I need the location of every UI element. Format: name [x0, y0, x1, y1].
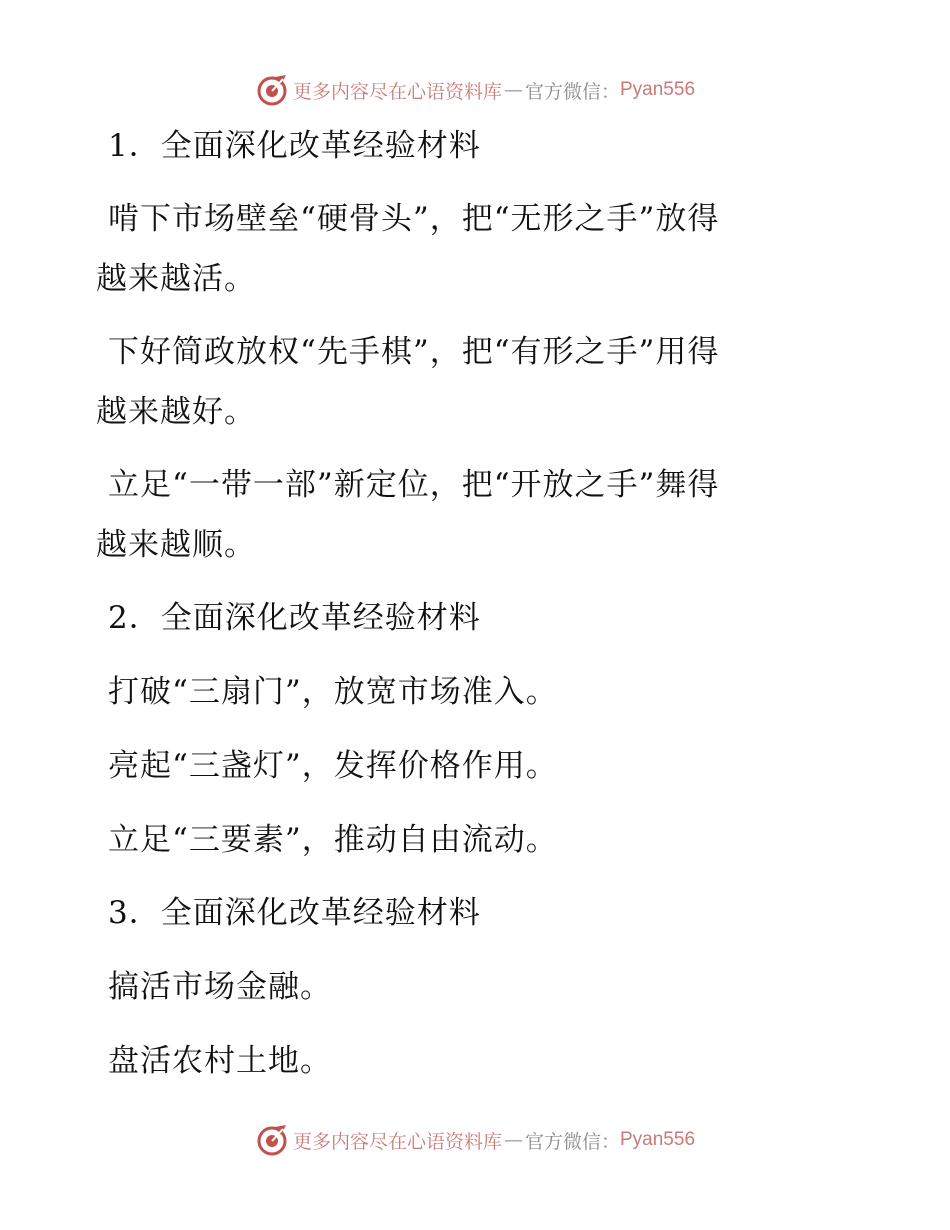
paragraph-2-line-1: 下好简政放权“先手棋”，把“有形之手”用得	[108, 334, 720, 370]
paragraph-6: 立足“三要素”，推动自由流动。	[108, 822, 558, 858]
section-heading-1: 1．全面深化改革经验材料	[108, 128, 481, 164]
paragraph-1-line-2: 越来越活。	[96, 261, 256, 297]
section-heading-2: 2．全面深化改革经验材料	[108, 600, 481, 636]
paragraph-1-line-1: 啃下市场壁垒“硬骨头”，把“无形之手”放得	[108, 201, 720, 237]
wechat-id: Pyan556	[620, 1129, 696, 1150]
paragraph-3-line-1: 立足“一带一部”新定位，把“开放之手”舞得	[108, 467, 720, 503]
paragraph-8: 盘活农村土地。	[108, 1043, 332, 1079]
footer-banner	[0, 1120, 950, 1160]
paragraph-5: 亮起“三盏灯”，发挥价格作用。	[108, 748, 558, 784]
promo-text: 更多内容尽在心语资料库	[292, 1130, 502, 1153]
wechat-id: Pyan556	[620, 79, 696, 100]
pen-logo-icon	[255, 1123, 289, 1157]
paragraph-3-line-2: 越来越顺。	[96, 527, 256, 563]
paragraph-7: 搞活市场金融。	[108, 969, 332, 1005]
wechat-label: 官方微信：	[524, 80, 620, 103]
promo-text: 更多内容尽在心语资料库	[292, 80, 502, 103]
banner-dash: —	[503, 79, 523, 101]
paragraph-4: 打破“三扇门”，放宽市场准入。	[108, 674, 558, 710]
paragraph-2-line-2: 越来越好。	[96, 394, 256, 430]
banner-dash: —	[503, 1129, 523, 1151]
wechat-label: 官方微信：	[524, 1130, 620, 1153]
section-heading-3: 3．全面深化改革经验材料	[108, 895, 481, 931]
